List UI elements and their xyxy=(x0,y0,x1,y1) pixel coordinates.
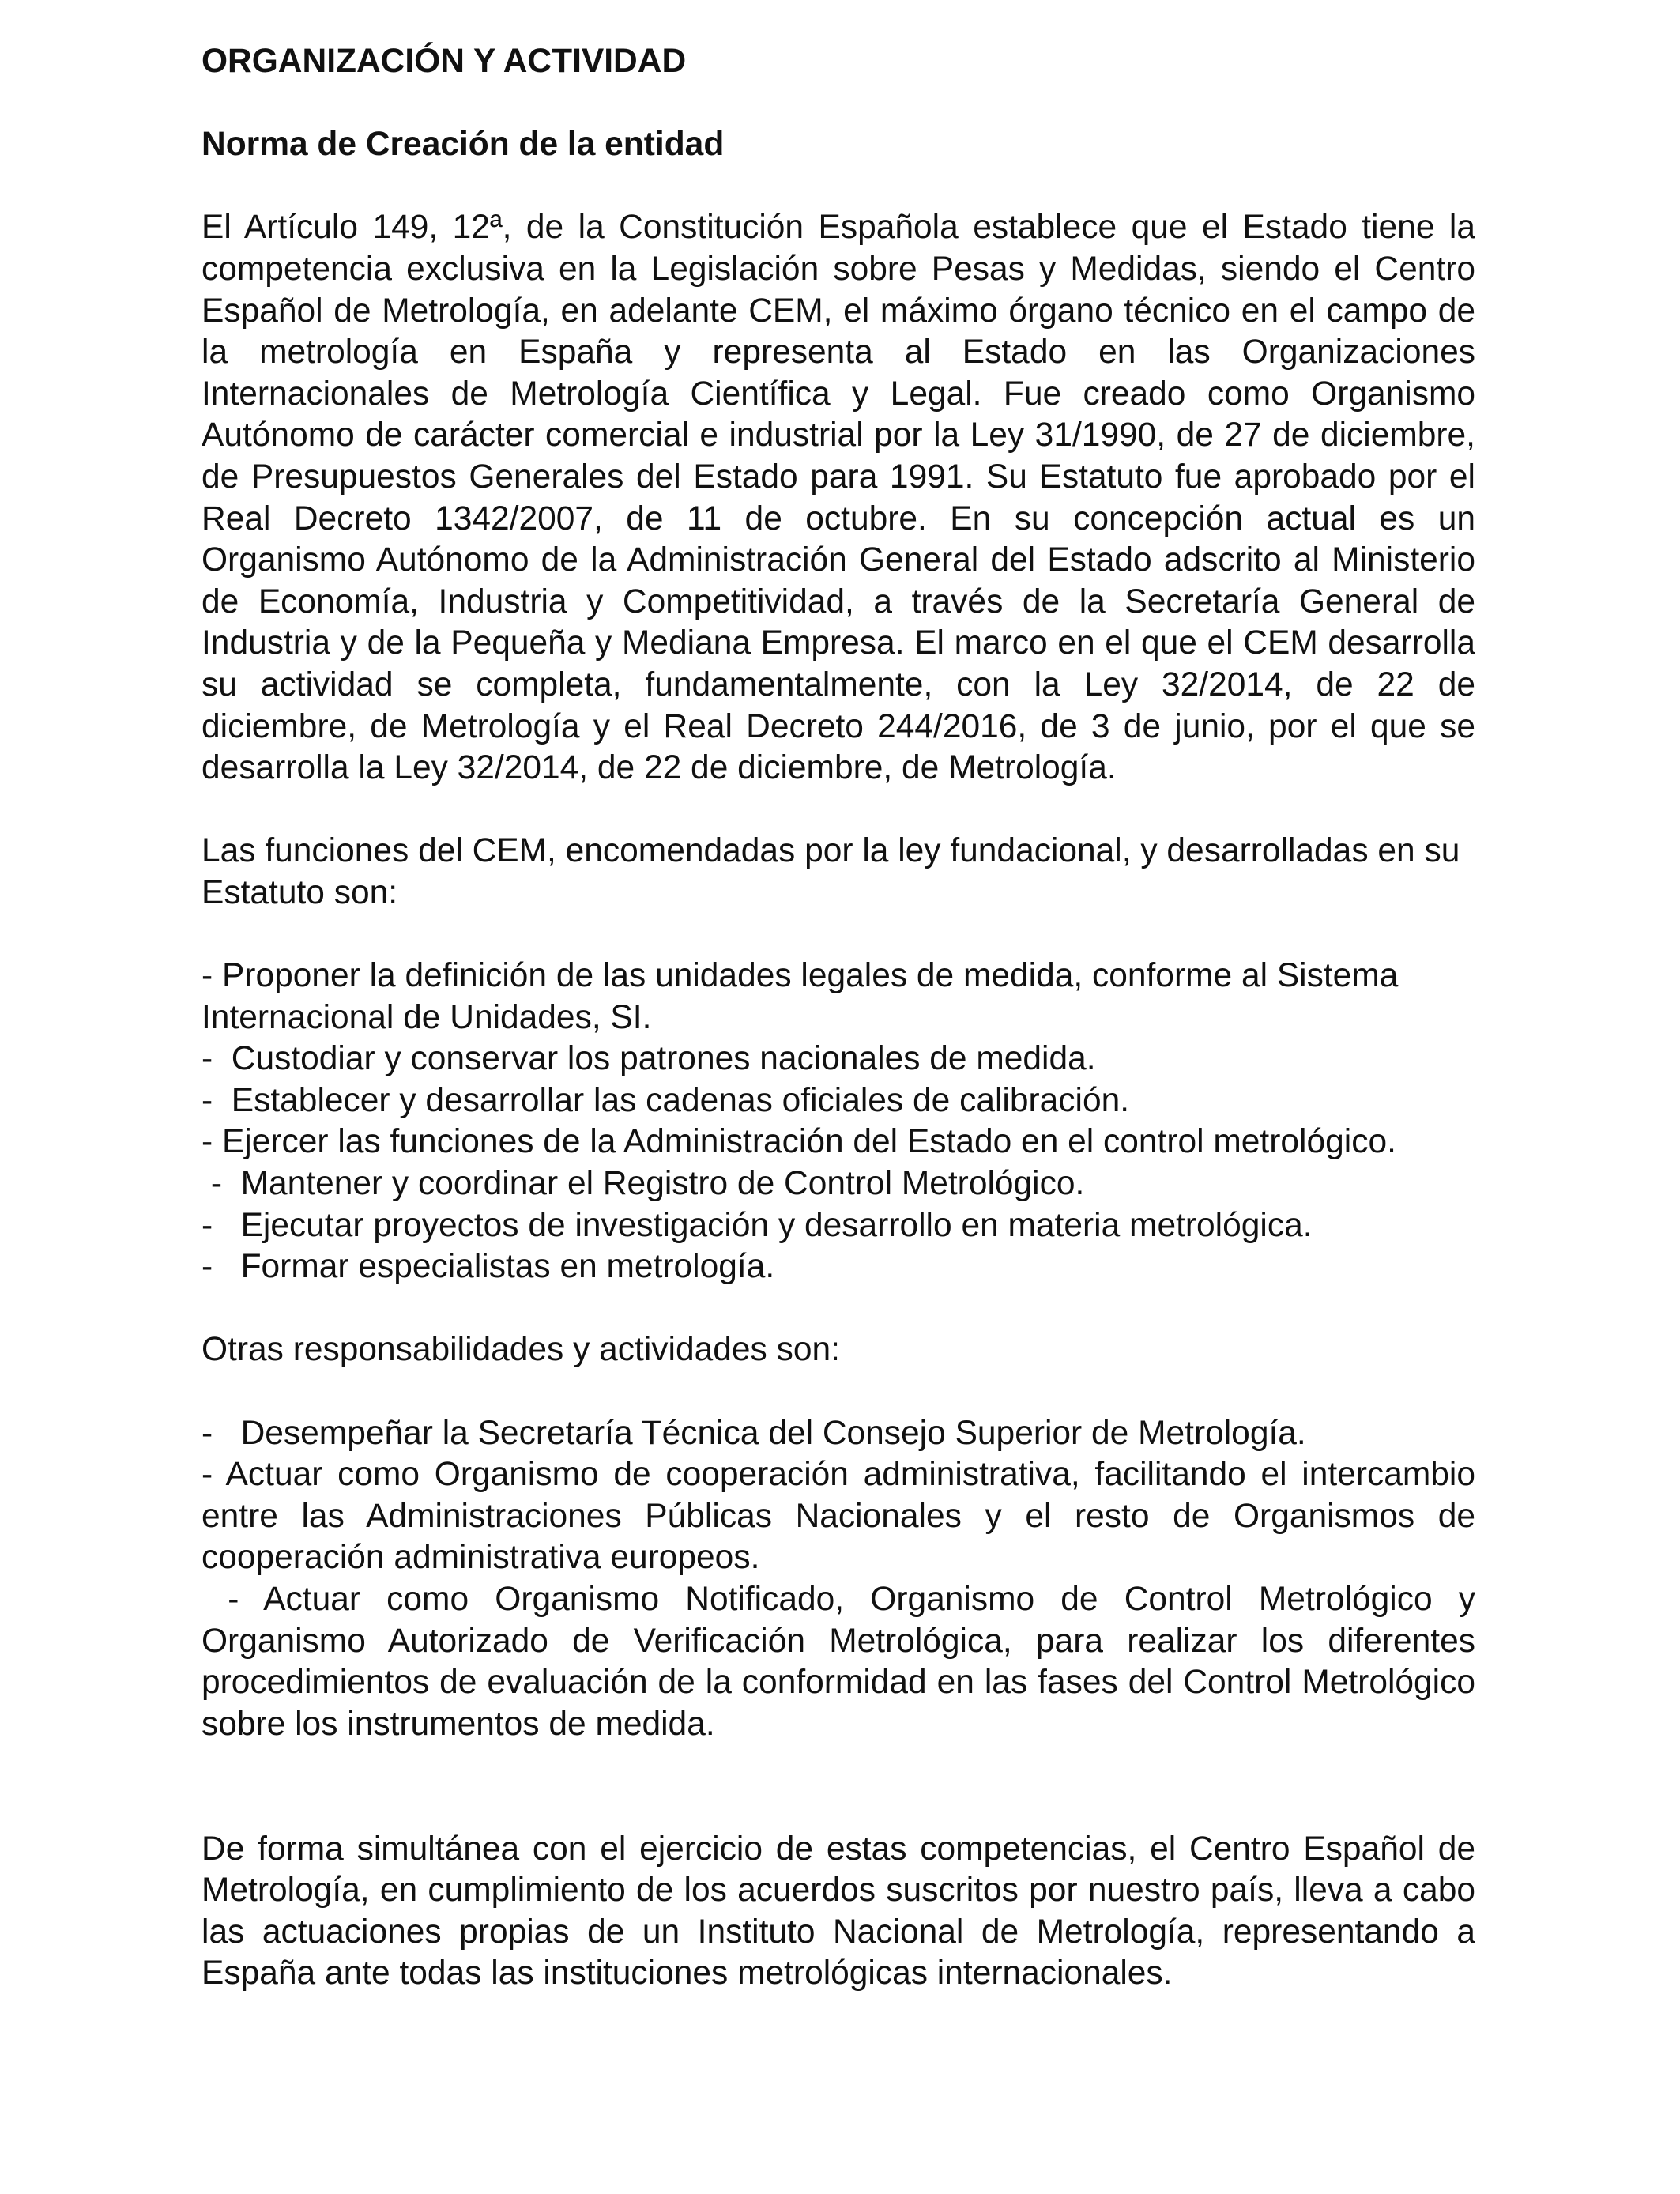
other-intro: Otras responsabilidades y actividades son: xyxy=(202,1331,840,1369)
functions-intro: Las funciones del CEM, encomendadas por la ley fundacional, y desarrolladas en su Estatuto son: xyxy=(202,832,1460,911)
document-title: ORGANIZACIÓN Y ACTIVIDAD xyxy=(202,43,687,80)
function-item: - Ejecutar proyectos de investigación y desarrollo en materia metrológica. xyxy=(202,1206,1313,1244)
function-item: - Custodiar y conservar los patrones nacionales de medida. xyxy=(202,1040,1096,1078)
other-item: - Actuar como Organismo de cooperación administrativa, facilitando el intercambio entre las Administraciones Públicas Nacionales y el resto de Organismos de cooperación administrativa europeos. xyxy=(202,1456,1485,1577)
other-item: - Actuar como Organismo Notificado, Organismo de Control Metrológico y Organismo Autorizado de Verificación Metrológica, para realizar los diferentes procedimientos de evaluación de la conformidad en las fases del Control Metrológico sobre los instrumentos de medida. xyxy=(202,1580,1485,1743)
intro-paragraph: El Artículo 149, 12ª, de la Constitución Española establece que el Estado tiene la competencia exclusiva en la Legislación sobre Pesas y Medidas, siendo el Centro Español de Metrología, en adelante CEM, el máximo órgano técnico en el campo de la metrología en España y representa al Estado en las Organizaciones Internacionales de Metrología Científica y Legal. Fue creado como Organismo Autónomo de carácter comercial e industrial por la Ley 31/1990, de 27 de diciembre, de Presupuestos Generales del Estado para 1991. Su Estatuto fue aprobado por el Real Decreto 1342/2007, de 11 de octubre. En su concepción actual es un Organismo Autónomo de la Administración General del Estado adscrito al Ministerio de Economía, Industria y Competitividad, a través de la Secretaría General de Industria y de la Pequeña y Mediana Empresa. El marco en el que el CEM desarrolla su actividad se completa, fundamentalmente, con la Ley 32/2014, de 22 de diciembre, de Metrología y el Real Decreto 244/2016, de 3 de junio, por el que se desarrolla la Ley 32/2014, de 22 de diciembre, de Metrología. xyxy=(202,209,1475,787)
closing-paragraph: De forma simultánea con el ejercicio de estas competencias, el Centro Español de Metrología, en cumplimiento de los acuerdos suscritos por nuestro país, lleva a cabo las actuaciones propias de un Instituto Nacional de Metrología, representando a España ante todas las instituciones metrológicas internacionales. xyxy=(202,1830,1475,1992)
function-item: - Establecer y desarrollar las cadenas oficiales de calibración. xyxy=(202,1081,1130,1119)
document-page xyxy=(202,41,1485,1995)
function-item: - Ejercer las funciones de la Administración del Estado en el control metrológico. xyxy=(202,1123,1396,1161)
function-item: - Mantener y coordinar el Registro de Control Metrológico. xyxy=(202,1165,1085,1203)
function-item: - Formar especialistas en metrología. xyxy=(202,1248,775,1286)
other-item: - Desempeñar la Secretaría Técnica del Consejo Superior de Metrología. xyxy=(202,1414,1306,1452)
section-subtitle: Norma de Creación de la entidad xyxy=(202,126,725,164)
function-item: - Proponer la definición de las unidades legales de medida, conforme al Sistema Internacional de Unidades, SI. xyxy=(202,957,1408,1036)
